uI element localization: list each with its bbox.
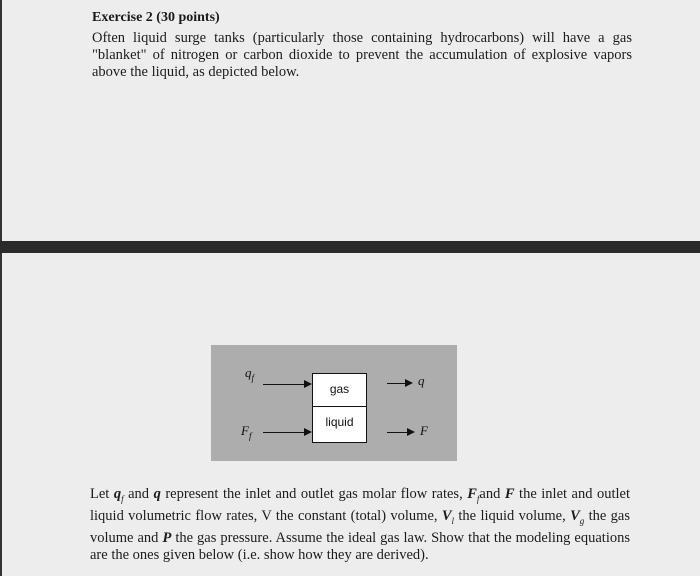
inlet-liquid-label: $F_f$ [241, 423, 252, 441]
outlet-gas-label: q [418, 373, 425, 388]
exercise-body-text: Let $q_f$ and q represent the inlet and outlet gas molar flow rates, $F_fand$ F the inlet and outlet liquid volumetric flow rates, V the constant (total) volume, $V_l$ the liquid volume, $V_g$ the gas volume and P the gas pressure. Assume the ideal gas law. Show that the modeling equations are the ones given below (i.e. show how they are derived). [90, 486, 631, 563]
outlet-liquid-label: F [420, 423, 428, 438]
outlet-liquid-arrow [387, 432, 413, 433]
inlet-liquid-arrow [263, 432, 310, 433]
exercise-body-panel [0, 253, 700, 576]
exercise-title: Exercise 2 (30 points) [92, 10, 220, 25]
exercise-header-panel [0, 0, 700, 241]
inlet-gas-arrow [263, 384, 310, 385]
tank-liquid-section: liquid [312, 406, 367, 443]
tank-gas-section: gas [312, 373, 367, 407]
surge-tank-diagram [211, 345, 457, 461]
exercise-intro: Often liquid surge tanks (particularly those containing hydrocarbons) will have a gas "blanket" of nitrogen or carbon dioxide to prevent the accumulation of explosive vapors above the liquid, as depicted below. [92, 30, 632, 80]
outlet-gas-arrow [387, 383, 411, 384]
inlet-gas-label: $q_f$ [245, 365, 255, 383]
